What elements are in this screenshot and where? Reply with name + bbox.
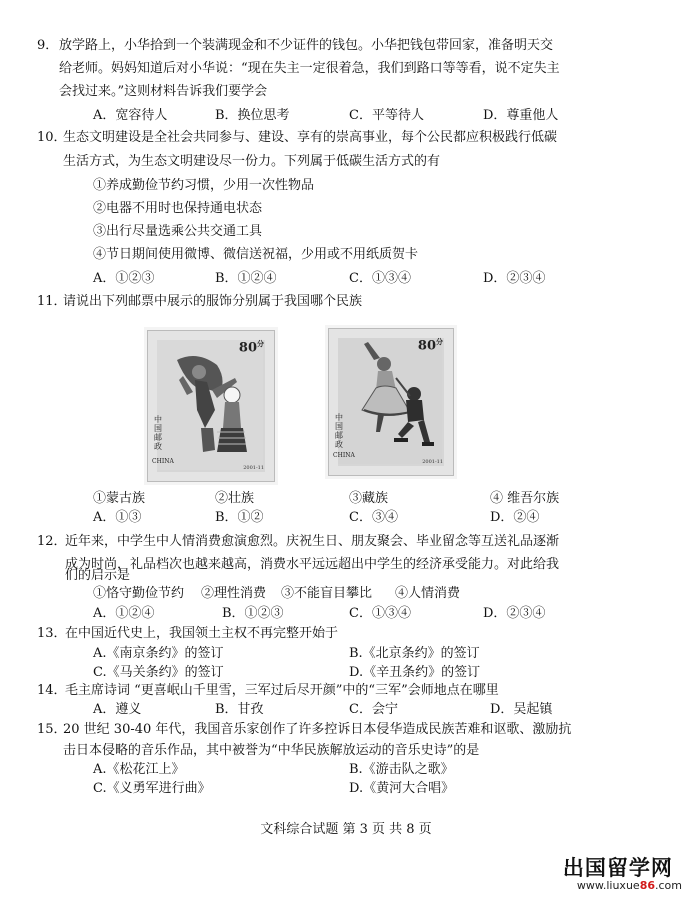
option-b: B．①②	[215, 510, 264, 525]
option-c: C．会宁	[349, 702, 398, 717]
option-b: B．换位思考	[215, 108, 290, 123]
question-text-line: 近年来，中学生中人情消费愈演愈烈。庆祝生日、朋友聚会、毕业留念等互送礼品逐渐	[65, 534, 560, 549]
statement-item: ②电器不用时也保持通电状态	[93, 201, 263, 216]
watermark-url: www.liuxue86.com	[576, 879, 682, 892]
question-text-line: 在中国近代史上，我国领土主权不再完整开始于	[65, 626, 339, 641]
statement-item: ①恪守勤俭节约	[93, 586, 185, 601]
option-d: D．②④	[490, 510, 540, 525]
option-a: A．遵义	[93, 702, 142, 717]
question-text-line: 生活方式，为生态文明建设尽一份力。下列属于低碳生活方式的有	[63, 154, 441, 169]
dancers-illustration	[338, 338, 442, 464]
question-number: 10．	[37, 130, 67, 145]
stamp-country: CHINA	[333, 452, 355, 459]
option-b: B．甘孜	[215, 702, 264, 717]
question-number: 11．	[37, 294, 67, 309]
dancer-illustration	[157, 340, 263, 470]
statement-item: ②理性消费	[201, 586, 267, 601]
option-d: D．②③④	[483, 271, 546, 286]
question-text-line: 20 世纪 30-40 年代，我国音乐家创作了许多控诉日本侵华造成民族苦难和讴歌、激励抗	[63, 722, 572, 737]
option-a: A．①③	[93, 510, 142, 525]
stamp-artwork	[338, 338, 444, 466]
option-d: D.《辛丑条约》的签订	[349, 665, 481, 680]
question-text-line: 们的启示是	[65, 568, 131, 583]
site-watermark-logo	[563, 856, 682, 892]
question-number: 13．	[37, 626, 67, 641]
choice-item: ①蒙古族	[93, 491, 146, 506]
stamp-code: 2001-11	[422, 459, 443, 465]
stamp-code: 2001-11	[243, 465, 264, 471]
option-c: C．平等待人	[349, 108, 424, 123]
stamp-image-1	[147, 330, 275, 482]
question-text-line: 击日本侵略的音乐作品，其中被誉为“中华民族解放运动的音乐史诗”的是	[63, 743, 480, 758]
question-number: 9．	[37, 38, 59, 53]
question-number: 14．	[37, 683, 67, 698]
option-d: D．尊重他人	[483, 108, 559, 123]
statement-item: ③不能盲目攀比	[281, 586, 373, 601]
option-a: A.《松花江上》	[93, 762, 185, 777]
statement-item: ④节日期间使用微博、微信送祝福，少用或不用纸质贺卡	[93, 247, 419, 262]
stamp-postal-label: 中国邮政	[154, 415, 162, 451]
statement-item: ①养成勤俭节约习惯，少用一次性物品	[93, 178, 315, 193]
choice-item: ②壮族	[215, 491, 255, 506]
stamp-artwork	[157, 340, 265, 472]
stamp-country: CHINA	[152, 458, 174, 465]
question-number: 15．	[37, 722, 67, 737]
option-d: D．②③④	[483, 606, 546, 621]
question-number: 12．	[37, 534, 67, 549]
option-c: C.《义勇军进行曲》	[93, 781, 211, 796]
question-text-line: 毛主席诗词 “更喜岷山千里雪，三军过后尽开颜”中的“三军”会师地点在哪里	[65, 683, 499, 698]
option-c: C.《马关条约》的签订	[93, 665, 224, 680]
question-text-line: 放学路上，小华拾到一个装满现金和不少证件的钱包。小华把钱包带回家，准备明天交	[59, 38, 554, 53]
question-text-line: 成为时尚，礼品档次也越来越高，消费水平远远超出中学生的经济承受能力。对此给我	[65, 557, 560, 572]
option-a: A.《南京条约》的签订	[93, 646, 224, 661]
option-d: D.《黄河大合唱》	[349, 781, 455, 796]
question-text-line: 会找过来。”这则材料告诉我们要学会	[59, 84, 268, 99]
question-text-line: 生态文明建设是全社会共同参与、建设、享有的崇高事业，每个公民都应积极践行低碳	[63, 130, 558, 145]
statement-item: ③出行尽量选乘公共交通工具	[93, 224, 263, 239]
option-b: B.《游击队之歌》	[349, 762, 454, 777]
option-a: A．①②④	[93, 606, 155, 621]
stamp-denomination: $80^分$	[417, 337, 443, 354]
option-d: D．吴起镇	[490, 702, 553, 717]
choice-item: ④ 维吾尔族	[490, 491, 560, 506]
option-c: C．③④	[349, 510, 398, 525]
choice-item: ③藏族	[349, 491, 389, 506]
option-c: C．①③④	[349, 271, 411, 286]
statement-item: ④人情消费	[395, 586, 461, 601]
stamp-denomination: $80^分$	[238, 339, 264, 356]
stamp-image-2	[328, 328, 454, 476]
option-a: A．①②③	[93, 271, 155, 286]
page-footer: 文科综合试题 第 3 页 共 8 页	[260, 822, 432, 837]
option-b: B．①②③	[222, 606, 284, 621]
question-text-line: 给老师。妈妈知道后对小华说：“现在失主一定很着急，我们到路口等等看，说不定失主	[59, 61, 560, 76]
stamp-postal-label: 中国邮政	[335, 413, 343, 449]
question-text-line: 请说出下列邮票中展示的服饰分别属于我国哪个民族	[63, 294, 363, 309]
option-b: B.《北京条约》的签订	[349, 646, 480, 661]
watermark-name: 出国留学网	[562, 856, 673, 880]
option-a: A．宽容待人	[93, 108, 168, 123]
option-c: C．①③④	[349, 606, 411, 621]
option-b: B．①②④	[215, 271, 277, 286]
